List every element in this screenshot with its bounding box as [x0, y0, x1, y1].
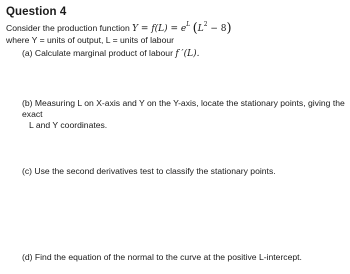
part-b-line-1: (b) Measuring L on X-axis and Y on the Y-axis, locate the stationary points, giving the exact	[22, 98, 345, 119]
part-a-math: f ′(L).	[175, 49, 200, 59]
variable-definitions: where Y = units of output, L = units of labour	[6, 35, 175, 45]
open-paren: (	[192, 21, 198, 36]
part-c: (c) Use the second derivatives test to classify the stationary points.	[22, 166, 276, 176]
function-exponent: L	[186, 21, 191, 28]
part-b-line-2: L and Y coordinates.	[29, 120, 108, 130]
part-b	[22, 98, 346, 131]
function-fx: f(L) = e	[151, 24, 187, 34]
inner-variable: L	[197, 24, 204, 34]
inner-rest: − 8	[207, 24, 227, 34]
question-intro	[6, 21, 232, 36]
part-a-text: (a) Calculate marginal product of labour	[22, 48, 176, 58]
question-title: Question 4	[6, 6, 67, 18]
intro-text: Consider the production function	[6, 23, 130, 33]
inner-exponent: 2	[203, 21, 208, 28]
part-d: (d) Find the equation of the normal to the curve at the positive L-intercept.	[22, 252, 302, 262]
close-paren: )	[226, 21, 232, 36]
function-lhs: Y =	[132, 24, 152, 34]
part-a	[22, 48, 199, 60]
